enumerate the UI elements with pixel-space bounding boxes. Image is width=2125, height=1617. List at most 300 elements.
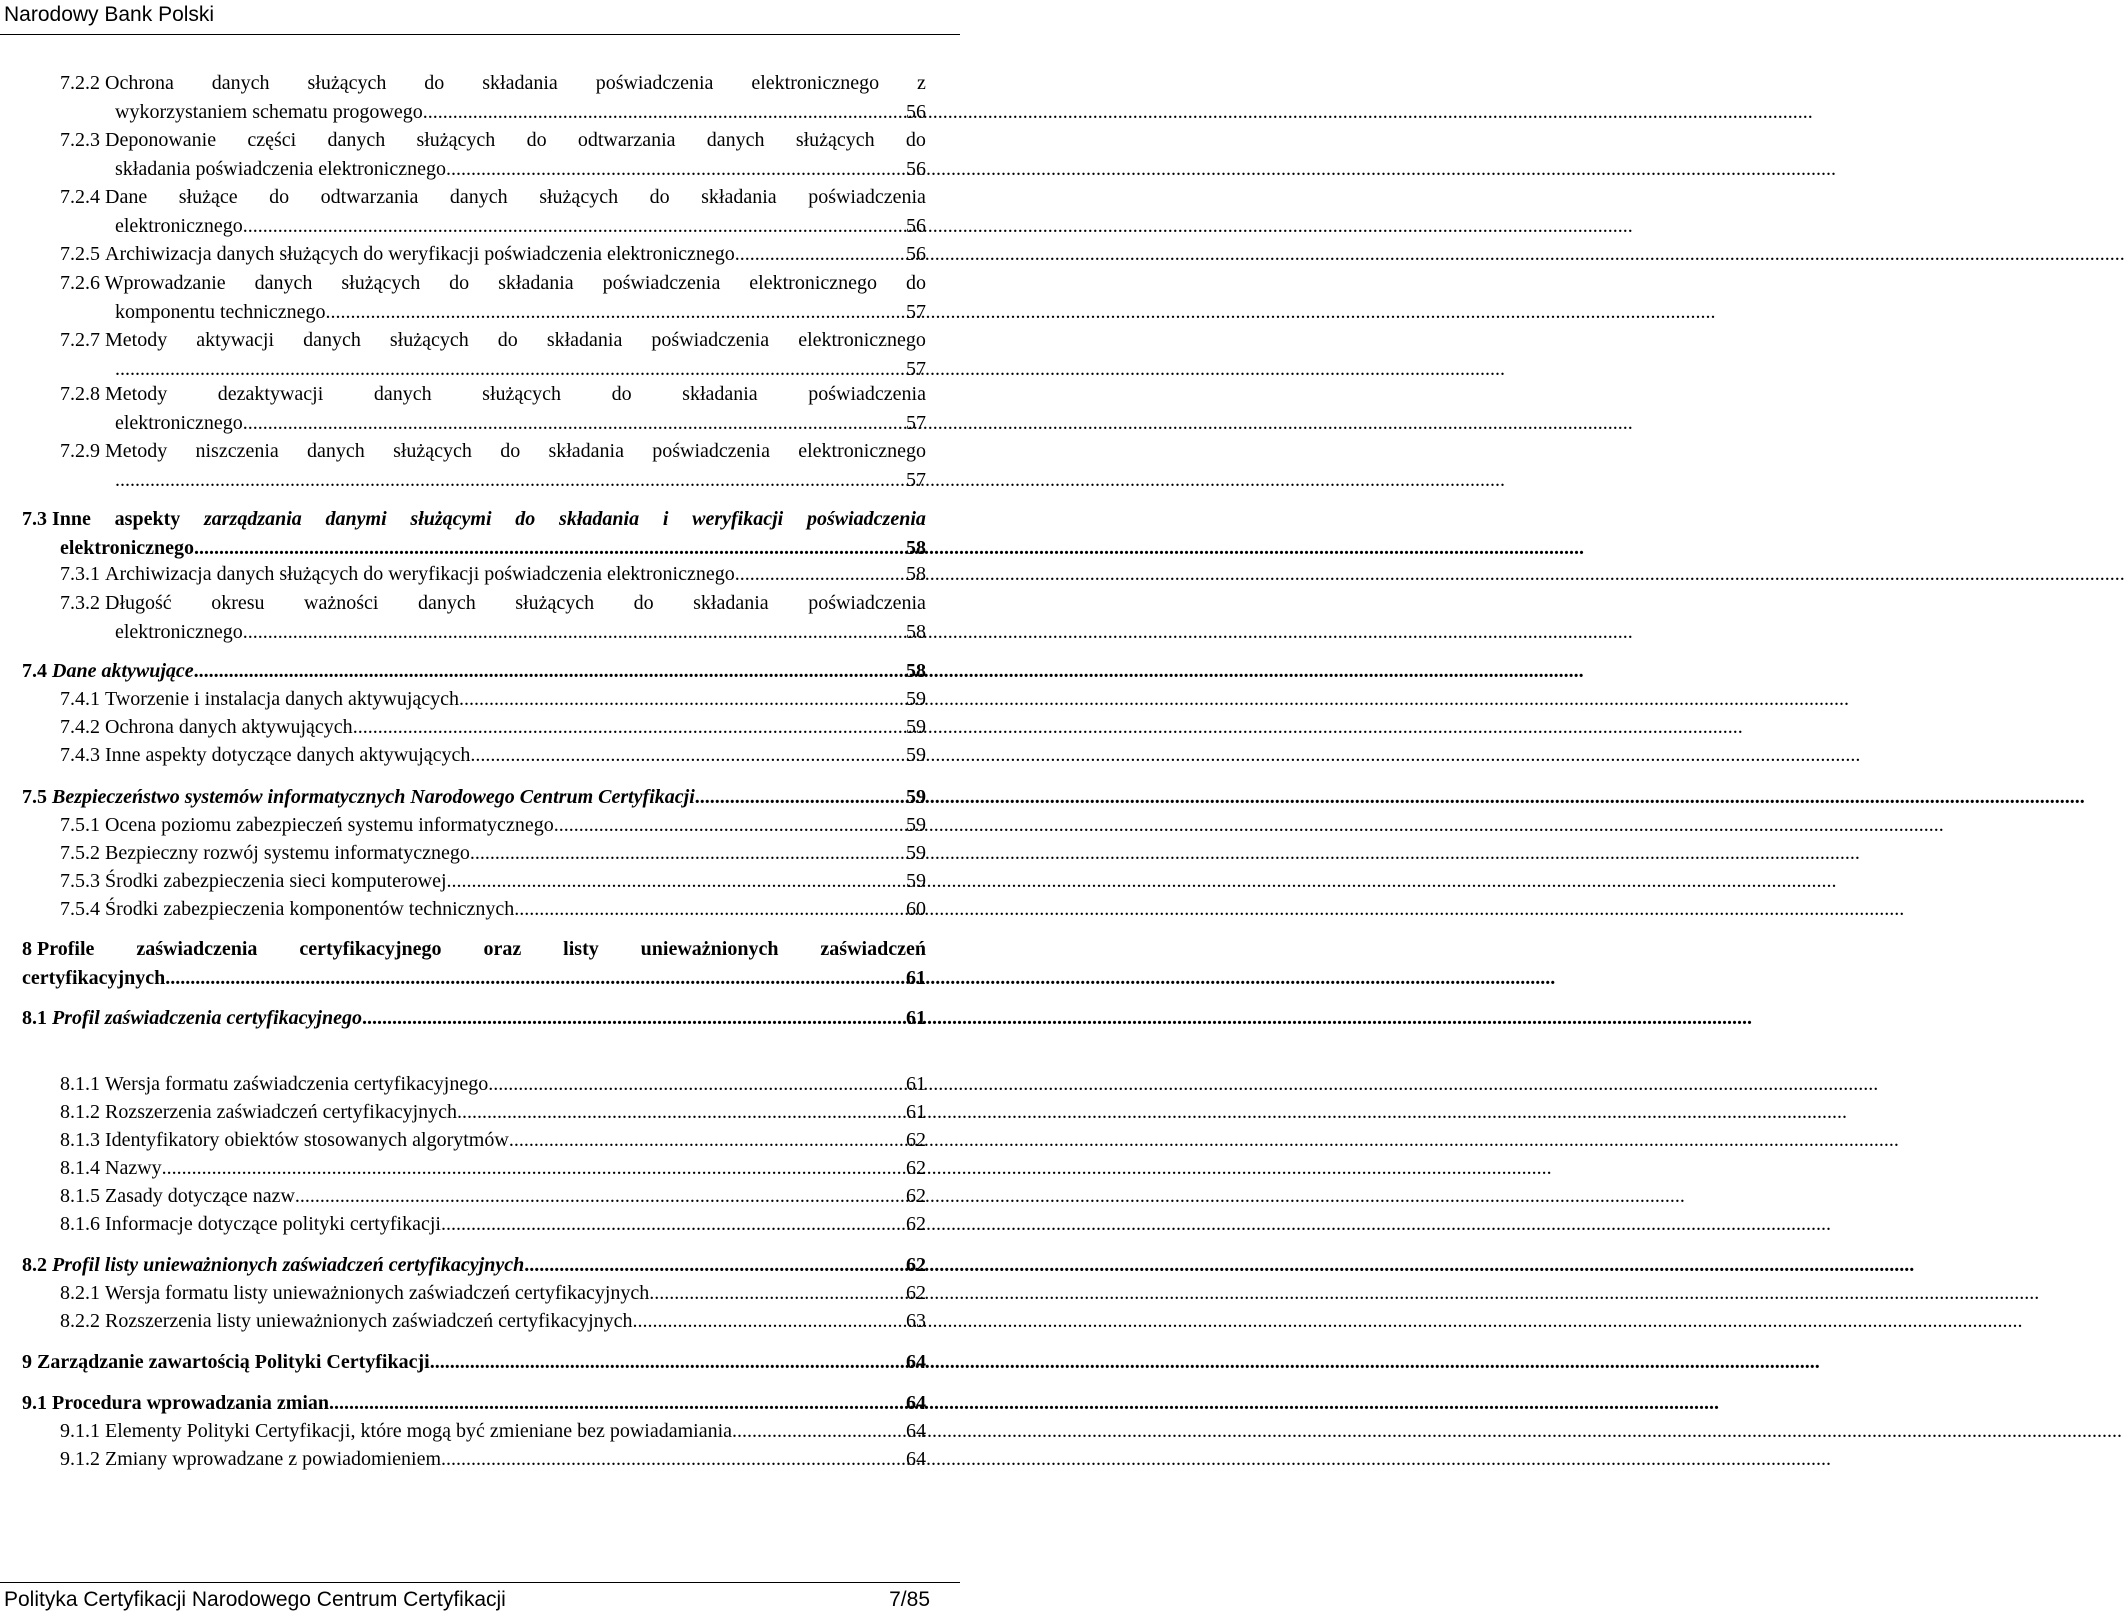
toc-entry-lead-word [22,505,91,534]
toc-entry-leader [735,560,906,589]
toc-entry-word: poświadczenia [808,383,926,405]
toc-entry[interactable] [60,126,926,184]
toc-entry-second-line [60,409,926,438]
toc-entry-leader [633,1307,906,1336]
toc-entry-line [22,657,926,686]
toc-entry[interactable] [22,1004,926,1033]
toc-entry-line [60,560,926,589]
toc-entry-word: składania [498,272,574,294]
toc-entry-word: służących [795,129,875,151]
toc-entry-word: służących [341,272,421,294]
toc-entry-word: do [424,72,445,94]
toc-entry-leader [430,1348,906,1377]
toc-entry[interactable] [60,685,926,714]
toc-entry-word: poświadczenia [808,186,926,208]
toc-entry-line [60,1126,926,1155]
toc-entry-leader [165,964,906,993]
footer-page-number: 7/85 [889,1588,930,1611]
toc-entry-word: służącymi [410,508,492,530]
toc-entry-title: Informacje dotyczące polityki certyfikacji [105,1213,441,1235]
toc-entry-line [60,1154,926,1183]
toc-entry-word: służących [416,129,496,151]
toc-entry-number: 7.5.3 [60,870,105,892]
toc-entry-word: składania [482,72,558,94]
toc-entry-word: zarządzania [203,508,302,530]
toc-entry-line [60,839,926,868]
toc-entry-number: 7.4.2 [60,716,105,738]
toc-entry[interactable] [60,839,926,868]
toc-entry-page: 64 [906,1448,926,1470]
toc-entry[interactable] [60,1070,926,1099]
toc-entry-page: 59 [906,786,926,808]
toc-entry-word: elektronicznego [749,272,878,294]
toc-entry-word: służących [482,383,562,405]
toc-entry-word: do [269,186,290,208]
toc-entry-page: 56 [906,101,926,123]
footer-rule [0,1582,960,1583]
toc-entry-page: 59 [906,814,926,836]
header-rule [0,34,960,35]
toc-entry-title-continued: elektronicznego [115,621,243,643]
toc-entry-title: Rozszerzenia zaświadczeń certyfikacyjnych [105,1101,458,1123]
toc-entry-number: 9 [22,1351,37,1373]
toc-entry-leader [194,534,906,563]
toc-entry[interactable] [60,437,926,495]
toc-entry-title: Ocena poziomu zabezpieczeń systemu informatycznego [105,814,554,836]
toc-entry-leader [695,783,906,812]
toc-entry-line [22,1251,926,1280]
toc-entry-number: 7.2.7 [60,329,105,351]
toc-entry-word: do [905,272,926,294]
toc-entry-line [60,1417,926,1446]
toc-entry-page: 62 [906,1129,926,1151]
toc-entry-leader [295,1182,906,1211]
toc-entry[interactable] [60,183,926,241]
toc-entry-title: Tworzenie i instalacja danych aktywujących [105,688,460,710]
toc-entry-line [60,867,926,896]
toc-entry-page: 63 [906,1310,926,1332]
toc-entry-word: Profile [37,938,95,960]
toc-entry-page: 58 [906,660,926,682]
toc-entry-word: danych [449,186,508,208]
toc-entry-page: 57 [906,469,926,491]
toc-entry-leader [459,685,906,714]
toc-entry-number: 8.1 [22,1007,52,1029]
toc-entry-word: do [497,329,518,351]
toc-entry-number: 8.1.1 [60,1073,105,1095]
toc-entry[interactable] [60,1154,926,1183]
toc-entry-leader [524,1251,906,1280]
toc-entry-number: 7.2.9 [60,440,105,462]
toc-entry-leader [470,741,906,770]
toc-entry-word: do [649,186,670,208]
toc-entry-word: składania [548,440,624,462]
toc-entry-number: 8.1.3 [60,1129,105,1151]
toc-entry-number: 7.2.4 [60,186,105,208]
toc-entry-word: poświadczenia [652,440,770,462]
toc-entry-number: 8.1.4 [60,1157,105,1179]
toc-entry-first-line [60,69,926,98]
toc-entry-page: 59 [906,688,926,710]
toc-entry-word: do [905,129,926,151]
toc-entry-word: oraz [483,938,522,960]
toc-entry-lead-word [22,935,94,964]
toc-entry-leader [514,895,906,924]
toc-entry-number: 7.2.3 [60,129,105,151]
toc-entry-word: składania [546,329,623,351]
toc-entry-word: odtwarzania [577,129,676,151]
toc-entry[interactable] [22,657,926,686]
toc-entry-second-line [22,534,926,563]
toc-entry-page: 61 [906,1007,926,1029]
toc-entry-title-continued: certyfikacyjnych [22,967,166,989]
toc-entry-title: Zmiany wprowadzane z powiadomieniem [105,1448,441,1470]
toc-entry-first-line [60,269,926,298]
toc-entry-title: Bezpieczeństwo systemów informatycznych Narodowego Centrum Certyfikacji [52,786,695,808]
toc-entry-word: danych [211,72,270,94]
toc-entry-first-line [60,589,926,618]
toc-entry-word: odtwarzania [320,186,419,208]
toc-entry-word: składania [693,592,769,614]
toc-entry-number: 7.2.8 [60,383,105,405]
toc-entry-word: weryfikacji [692,508,784,530]
toc-entry[interactable] [60,380,926,438]
toc-entry-title: Nazwy [105,1157,162,1179]
toc-entry-page: 60 [906,898,926,920]
toc-entry-word: poświadczenia [651,329,770,351]
toc-entry-line [60,811,926,840]
toc-entry-first-line [60,437,926,466]
toc-entry-page: 59 [906,870,926,892]
toc-entry-leader [470,839,906,868]
toc-entry-number: 7.2.6 [60,272,105,294]
toc-entry-word: Dane [105,186,148,208]
toc-entry-word: danych [417,592,476,614]
header-title: Narodowy Bank Polski [4,3,215,26]
toc-entry-page: 61 [906,1073,926,1095]
toc-entry-line [22,1348,926,1377]
toc-entry-title: Inne aspekty dotyczące danych aktywujących [105,744,471,766]
toc-entry-page: 56 [906,215,926,237]
toc-entry[interactable] [22,505,926,563]
toc-entry-word: Metody [105,329,168,351]
toc-entry-line [60,240,926,269]
toc-entry-number: 7.2.2 [60,72,105,94]
toc-entry[interactable] [60,741,926,770]
toc-entry-first-line [60,380,926,409]
footer-title: Polityka Certyfikacji Narodowego Centrum Certyfikacji [4,1588,506,1611]
toc-entry-number: 8.2.1 [60,1282,105,1304]
toc-entry-word: Inne [52,508,91,530]
toc-entry-line [60,1445,926,1474]
toc-entry[interactable] [22,783,926,812]
toc-entry-second-line [60,155,926,184]
toc-entry-title: Bezpieczny rozwój systemu informatycznego [105,842,470,864]
toc-entry-word: z [917,72,926,94]
toc-entry[interactable] [60,1445,926,1474]
toc-entry-page: 64 [906,1351,926,1373]
toc-entry-word: Deponowanie [105,129,217,151]
toc-entry-word: Długość [105,592,172,614]
toc-entry-word: służących [515,592,595,614]
toc-entry-second-line [60,98,926,127]
toc-entry-line [22,1004,926,1033]
toc-entry-word: służących [393,440,472,462]
toc-entry-leader [488,1070,906,1099]
toc-entry[interactable] [60,1182,926,1211]
toc-entry-word: dezaktywacji [217,383,324,405]
toc-entry-leader [353,713,906,742]
toc-entry-leader [162,1154,906,1183]
toc-entry-page: 57 [906,412,926,434]
toc-entry-line [60,685,926,714]
toc-entry[interactable] [60,69,926,127]
toc-entry-title-continued: wykorzystaniem schematu progowego [115,101,423,123]
toc-entry-word: ważności [304,592,379,614]
toc-entry-page: 56 [906,243,926,265]
toc-entry-first-line [22,935,926,964]
toc-entry-number: 8.1.5 [60,1185,105,1207]
toc-entry[interactable] [22,1389,926,1418]
toc-entry-title: Środki zabezpieczenia komponentów technicznych [105,898,515,920]
toc-entry-number: 9.1.2 [60,1448,105,1470]
toc-entry-word: listy [563,938,599,960]
toc-entry-word: zaświadczenia [136,938,258,960]
toc-entry-first-line [60,183,926,212]
toc-entry-word: służących [307,72,387,94]
toc-entry-number: 7.5.1 [60,814,105,836]
toc-entry-page: 59 [906,744,926,766]
toc-entry[interactable] [60,1126,926,1155]
toc-entry-page: 56 [906,158,926,180]
toc-entry[interactable] [60,269,926,327]
toc-entry-leader [446,155,906,184]
toc-entry-second-line [60,212,926,241]
toc-entry-line [60,1182,926,1211]
toc-entry-leader [732,1417,906,1446]
toc-entry-title: Procedura wprowadzania zmian [52,1392,330,1414]
toc-entry[interactable] [60,240,926,269]
toc-entry[interactable] [60,867,926,896]
toc-entry[interactable] [22,1251,926,1280]
toc-entry-title: Profil zaświadczenia certyfikacyjnego [52,1007,362,1029]
toc-entry-word: elektronicznego [751,72,880,94]
toc-entry[interactable] [22,1348,926,1377]
toc-entry-word: danych [373,383,432,405]
toc-entry-leader [735,240,906,269]
toc-entry-number: 9.1 [22,1392,52,1414]
toc-entry-lead-word [60,380,167,409]
toc-entry-title-continued: elektronicznego [115,215,243,237]
toc-entry-word: danych [327,129,386,151]
toc-entry-word: poświadczenia [602,272,721,294]
toc-entry-number: 7.2.5 [60,243,105,265]
toc-entry[interactable] [60,713,926,742]
toc-entry-word: służące [178,186,238,208]
toc-entry-title: Rozszerzenia listy unieważnionych zaświadczeń certyfikacyjnych [105,1310,633,1332]
toc-entry-word: poświadczenia [808,592,926,614]
toc-entry-lead-word [60,126,216,155]
toc-entry-number: 7.3.2 [60,592,105,614]
toc-entry-line [60,895,926,924]
toc-entry[interactable] [60,1417,926,1446]
toc-entry-leader [362,1004,906,1033]
toc-entry-lead-word [60,437,167,466]
toc-entry-word: składania [682,383,758,405]
toc-entry-first-line [22,505,926,534]
toc-entry-line [60,1279,926,1308]
toc-entry-page: 61 [906,1101,926,1123]
toc-entry-leader [423,98,906,127]
toc-entry-word: unieważnionych [640,938,779,960]
toc-entry-title: Profil listy unieważnionych zaświadczeń certyfikacyjnych [52,1254,525,1276]
toc-entry-page: 58 [906,537,926,559]
toc-entry-leader [457,1098,906,1127]
toc-entry-word: do [500,440,521,462]
toc-entry-number: 8.1.2 [60,1101,105,1123]
toc-entry-page: 57 [906,358,926,380]
toc-entry-word: danych [307,440,365,462]
toc-entry[interactable] [60,895,926,924]
toc-entry-leader [243,618,906,647]
toc-entry-page: 62 [906,1157,926,1179]
toc-entry-word: okresu [211,592,265,614]
toc-entry[interactable] [60,1307,926,1336]
toc-entry-lead-word [60,183,147,212]
toc-entry-page: 64 [906,1420,926,1442]
toc-entry-leader [326,298,907,327]
toc-entry-number: 7.4.1 [60,688,105,710]
toc-entry[interactable] [60,560,926,589]
toc-entry-line [60,741,926,770]
toc-entry-word: części [247,129,297,151]
toc-entry-page: 58 [906,563,926,585]
toc-entry-page: 62 [906,1185,926,1207]
toc-entry-leader [243,212,906,241]
toc-entry-title-continued: składania poświadczenia elektronicznego [115,158,446,180]
toc-entry-page: 59 [906,842,926,864]
toc-entry-lead-word [60,326,167,355]
toc-entry-second-line [60,466,926,495]
toc-entry-first-line [60,126,926,155]
toc-entry-word: Metody [105,440,168,462]
toc-entry-first-line [60,326,926,355]
toc-entry-lead-word [60,69,174,98]
toc-entry-word: do [449,272,470,294]
toc-entry-number: 7.5 [22,786,52,808]
toc-entry-number: 9.1.1 [60,1420,105,1442]
toc-entry-word: danych [254,272,313,294]
toc-entry-line [22,783,926,812]
toc-entry-page: 62 [906,1254,926,1276]
toc-entry[interactable] [60,811,926,840]
toc-entry-title: Archiwizacja danych służących do weryfikacji poświadczenia elektronicznego [105,243,735,265]
toc-entry-title: Archiwizacja danych służących do weryfikacji poświadczenia elektronicznego [105,563,735,585]
toc-entry-line [60,1307,926,1336]
toc-entry-word: Wprowadzanie [104,272,226,294]
toc-entry-leader [554,811,906,840]
toc-entry-title: Ochrona danych aktywujących [105,716,353,738]
toc-entry-title: Zarządzanie zawartością Polityki Certyfikacji [37,1351,430,1373]
toc-entry-lead-word [60,589,172,618]
toc-entry-word: elektronicznego [798,440,926,462]
toc-entry-leader [649,1279,906,1308]
toc-entry-title: Dane aktywujące [52,660,194,682]
toc-entry[interactable] [60,1279,926,1308]
toc-entry-number: 8 [22,938,37,960]
toc-entry-word: danych [303,329,361,351]
toc-entry-title: Wersja formatu zaświadczenia certyfikacyjnego [105,1073,489,1095]
toc-entry-line [60,1210,926,1239]
toc-entry[interactable] [60,326,926,384]
toc-entry-title-continued: elektronicznego [60,537,195,559]
toc-entry-number: 7.3.1 [60,563,105,585]
toc-entry-number: 8.2.2 [60,1310,105,1332]
toc-entry[interactable] [60,1098,926,1127]
toc-entry-line [60,1070,926,1099]
toc-entry-title: Elementy Polityki Certyfikacji, które mogą być zmieniane bez powiadamiania [105,1420,733,1442]
toc-entry-word: danymi [325,508,387,530]
toc-entry-second-line [22,964,926,993]
toc-entry-word: i [662,508,669,530]
toc-entry[interactable] [22,935,926,993]
toc-entry-leader [329,1389,906,1418]
toc-entry-title-continued: elektronicznego [115,412,243,434]
toc-entry-leader [194,657,906,686]
toc-entry-title-continued: komponentu technicznego [115,301,326,323]
toc-entry-lead-word [60,269,226,298]
toc-entry-word: zaświadczeń [820,938,926,960]
toc-entry-word: służących [389,329,469,351]
toc-entry-number: 7.4.3 [60,744,105,766]
toc-entry[interactable] [60,589,926,647]
toc-entry-word: aspekty [114,508,181,530]
toc-entry-word: niszczenia [195,440,279,462]
toc-entry-title: Zasady dotyczące nazw [105,1185,295,1207]
toc-entry-page: 58 [906,621,926,643]
toc-entry-second-line [60,618,926,647]
toc-entry-page: 61 [906,967,926,989]
toc-entry-number: 7.4 [22,660,52,682]
toc-entry-word: elektronicznego [798,329,926,351]
toc-entry-second-line [60,298,926,327]
toc-entry-line [60,1098,926,1127]
toc-entry-line [22,1389,926,1418]
toc-entry-page: 57 [906,301,926,323]
toc-entry-leader [243,409,906,438]
toc-entry-page: 59 [906,716,926,738]
toc-entry-title: Identyfikatory obiektów stosowanych algorytmów [105,1129,509,1151]
toc-entry-word: Metody [105,383,168,405]
toc-entry-word: do [515,508,536,530]
toc-entry-word: do [526,129,547,151]
toc-entry-leader [509,1126,906,1155]
toc-entry-page: 62 [906,1213,926,1235]
toc-entry-number: 7.5.2 [60,842,105,864]
toc-entry-page: 62 [906,1282,926,1304]
toc-entry[interactable] [60,1210,926,1239]
toc-entry-number: 8.2 [22,1254,52,1276]
toc-entry-number: 7.3 [22,508,52,530]
toc-entry-word: służących [539,186,619,208]
toc-entry-word: certyfikacyjnego [299,938,442,960]
toc-entry-word: poświadczenia [595,72,714,94]
toc-entry-title: Wersja formatu listy unieważnionych zaświadczeń certyfikacyjnych [105,1282,650,1304]
toc-entry-word: składania [701,186,777,208]
toc-entry-number: 7.5.4 [60,898,105,920]
toc-entry-word: Ochrona [105,72,174,94]
toc-entry-leader [441,1445,906,1474]
